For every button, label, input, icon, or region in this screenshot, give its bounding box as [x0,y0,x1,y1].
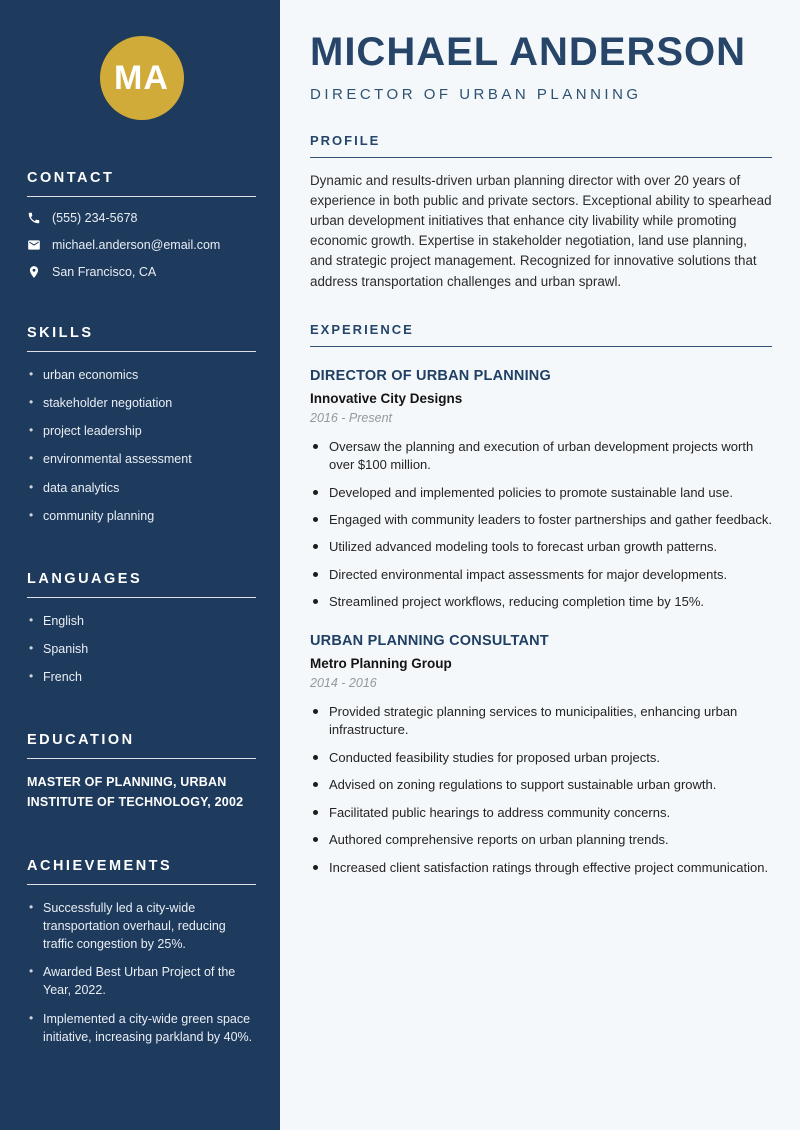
languages-list [27,612,256,686]
section-divider [27,351,256,352]
contact-location-row [27,265,256,279]
job-bullet: Utilized advanced modeling tools to forecast urban growth patterns. [310,538,772,556]
education-section [27,732,256,812]
email-address: michael.anderson@email.com [52,238,221,252]
person-job-title: DIRECTOR OF URBAN PLANNING [310,86,642,103]
job-entry [310,368,772,612]
job-company: Metro Planning Group [310,655,452,671]
profile-heading: PROFILE [310,133,772,158]
section-divider [27,884,256,885]
profile-section [310,133,772,292]
job-bullet: Oversaw the planning and execution of urban development projects worth over $100 million. [310,438,772,475]
job-bullet: Engaged with community leaders to foster partnerships and gather feedback. [310,511,772,529]
achievements-list [27,899,256,1046]
skills-section [27,325,256,525]
job-bullet-list [310,438,772,612]
education-heading: EDUCATION [27,732,135,749]
achievement-item: • Successfully led a city-wide transportation overhaul, reducing traffic congestion by 25%. [27,899,256,953]
contact-heading: CONTACT [27,170,115,186]
job-bullet: Directed environmental impact assessments for major developments. [310,566,772,584]
achievement-item: • Implemented a city-wide green space initiative, increasing parkland by 40%. [27,1010,256,1046]
skills-list [27,366,256,525]
job-bullet: Streamlined project workflows, reducing completion time by 15%. [310,593,772,611]
contact-email-row [27,238,256,252]
skill-item: • data analytics [27,479,256,497]
email-icon [27,238,41,252]
job-company: Innovative City Designs [310,390,463,406]
phone-number: (555) 234-5678 [52,211,138,225]
achievements-section [27,858,256,1046]
job-bullet: Authored comprehensive reports on urban planning trends. [310,831,772,849]
job-dates: 2014 - 2016 [310,675,377,690]
education-degree: MASTER OF PLANNING, URBAN INSTITUTE OF TECHNOLOGY, 2002 [27,775,244,809]
contact-section [27,170,256,279]
job-bullet: Developed and implemented policies to promote sustainable land use. [310,484,772,502]
skill-item: • environmental assessment [27,450,256,468]
skill-item: • urban economics [27,366,256,384]
skill-item: • stakeholder negotiation [27,394,256,412]
phone-icon [27,211,41,225]
language-item: • English [27,612,256,630]
language-item: • French [27,668,256,686]
experience-section [310,322,772,877]
avatar-initials: MA [114,58,169,97]
experience-heading: EXPERIENCE [310,322,772,347]
skill-item: • project leadership [27,422,256,440]
profile-text: Dynamic and results-driven urban planning director with over 20 years of experience in both public and private sectors. Exceptional ability to spearhead urban development initiatives that enhance city livability while promoting economic growth. Expertise in stakeholder negotiation, land use planning, and strategic project management. Recognized for innovative solutions that address transportation challenges and urban sprawl. [310,173,772,289]
contact-phone-row [27,211,256,225]
languages-section [27,571,256,686]
skill-item: • community planning [27,507,256,525]
section-divider [27,597,256,598]
job-entry [310,633,772,877]
location-text: San Francisco, CA [52,265,157,279]
location-pin-icon [27,265,41,279]
person-name: MICHAEL ANDERSON [310,30,747,74]
job-title: URBAN PLANNING CONSULTANT [310,632,549,649]
sidebar [0,0,280,1130]
achievements-heading: ACHIEVEMENTS [27,857,173,874]
achievement-item: • Awarded Best Urban Project of the Year, 2022. [27,963,256,999]
job-bullet: Provided strategic planning services to municipalities, enhancing urban infrastructure. [310,703,772,740]
job-bullet: Increased client satisfaction ratings through effective project communication. [310,859,772,877]
main-content [280,0,800,1130]
job-dates: 2016 - Present [310,410,392,425]
job-bullet: Facilitated public hearings to address community concerns. [310,804,772,822]
job-bullet: Conducted feasibility studies for proposed urban projects. [310,749,772,767]
skills-heading: SKILLS [27,325,94,341]
section-divider [27,758,256,759]
job-title: DIRECTOR OF URBAN PLANNING [310,367,551,384]
avatar [100,36,184,120]
job-bullet: Advised on zoning regulations to support sustainable urban growth. [310,776,772,794]
section-divider [27,196,256,197]
job-bullet-list [310,703,772,877]
language-item: • Spanish [27,640,256,658]
languages-heading: LANGUAGES [27,570,143,587]
